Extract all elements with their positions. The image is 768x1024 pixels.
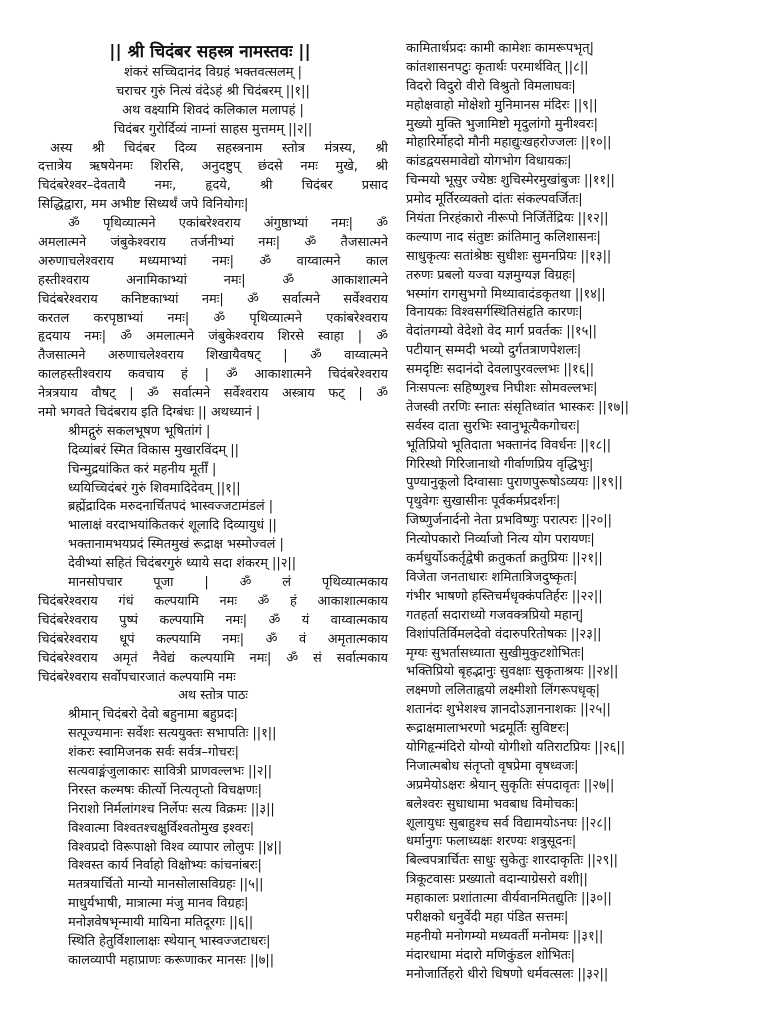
nyasa-line: अस्य श्री चिदंबर दिव्य सहस्त्रनाम स्तोत्र मंत्रस्य, श्री bbox=[50, 140, 388, 156]
puja-line: मानसोपचार पूजा | ॐ लं पृथिव्यात्मकाय bbox=[68, 575, 388, 591]
left-column bbox=[0, 40, 396, 1024]
verse-line: शूलायुधः सुबाहुश्च सर्व विद्यामयोऽनघः ||२८|| bbox=[406, 815, 612, 831]
nyasa-line: करतल करपृष्ठाभ्यां नमः| ॐ पृथिव्यात्मने एकांबरेश्वराय bbox=[38, 310, 388, 326]
verse-line: कामितार्थप्रदः कामी कामेशः कामरूपभृत्| bbox=[406, 41, 594, 56]
verse-line: महाकालः प्रशांतात्मा वीर्यवानमितद्युतिः ||३०|| bbox=[406, 891, 612, 907]
verse-line: भूतिप्रियो भूतिदाता भक्तानंद विवर्धनः ||१८|| bbox=[406, 437, 612, 453]
stotra-line: स्थिति हेतुर्विशालाक्षः स्थेयान् भास्वज्जटाधरः| bbox=[68, 933, 271, 949]
verse-line: मुख्यो मुक्ति भुजामिष्टो मृदुलांगो मुनीश्वरः| bbox=[406, 116, 598, 132]
verse-line: मंदारधामा मंदारो मणिकुंडल शोभितः| bbox=[406, 947, 575, 963]
dhyana-line: ध्ययिच्चिदंबरं गुरुं शिवमादिदेवम् ||१|| bbox=[68, 480, 241, 496]
stotra-line: सत्पूज्यमानः सर्वेशः सत्ययुक्तः सभापतिः ||१|| bbox=[68, 726, 277, 742]
verse-line: वेदांतगम्यो वेदेशो वेद मार्ग प्रवर्तकः ||१५|| bbox=[406, 324, 598, 340]
stotra-heading: अथ स्तोत्र पाठः bbox=[178, 688, 248, 704]
verse-line: तरुणः प्रबलो यज्वा यज्ञमुग्यज्ञ विग्रहः| bbox=[406, 267, 576, 283]
dhyana-line: चिन्मुद्रयांकित करं महनीय मूर्तीं | bbox=[68, 461, 217, 477]
dhyana-line: भालाक्षं वरदाभयांकितकरं शूलादि दिव्यायुधं || bbox=[68, 518, 277, 534]
stotra-line: माधुर्यभाषी, मात्रात्मा मंजु मानव विग्रहः| bbox=[68, 896, 249, 912]
stotra-line: विश्वप्रदो विरूपाक्षो विश्व व्यापार लोलुपः ||४|| bbox=[68, 839, 283, 855]
stotra-line: श्रीमान् चिदंबरो देवो बहुनामा बहुप्रदः| bbox=[68, 707, 238, 723]
intro-verse-line: चिदंबर गुरोर्दिव्यं नाम्नां साहस मुत्तमम् ||२|| bbox=[113, 121, 313, 137]
verse-line: परीक्षको धनुर्वेदी महा पंडित सत्तमः| bbox=[406, 909, 569, 925]
verse-line: रूद्राक्षमालाभरणो भद्रमूर्तिः सुविष्टरः| bbox=[406, 721, 570, 737]
verse-line: सर्वस्व दाता सुरभिः स्वानुभूत्यैकगोचरः| bbox=[406, 418, 581, 434]
verse-line: लक्ष्मणो ललिताह्वयो लक्ष्मीशो लिंगरूपधृक्| bbox=[406, 683, 600, 699]
verse-line: बलेश्वरः सुधाधामा भवबाध विमोचकः| bbox=[406, 796, 579, 812]
nyasa-line: दत्तात्रेय ऋषयेनमः शिरसि, अनुदष्टुप् छंदसे नमः मुखे, श्री bbox=[38, 159, 388, 175]
verse-line: गिरिस्थो गिरिजानाथो गीर्वाणप्रिय वृद्धिभुः| bbox=[406, 456, 594, 472]
verse-line: पुण्यानुकूलो दिग्वासाः पुराणपुरूषोऽव्ययः ||१९|| bbox=[406, 475, 623, 491]
puja-line: चिदंबरेश्वराय अमृतं नैवेद्यं कल्पयामि नमः| ॐ सं सर्वात्मकाय bbox=[38, 650, 388, 666]
verse-line: पटीयान् सम्मदी भव्यो दुर्गतत्राणपेशलः| bbox=[406, 343, 582, 359]
verse-line: विनायकः विश्वसर्गस्थितिसंहृति कारणः| bbox=[406, 305, 583, 321]
puja-line: चिदंबरेश्वराय सर्वोपचारजातं कल्पयामि नमः bbox=[38, 669, 236, 685]
dhyana-line: दिव्यांबरं स्मित विकास मुखारविंदम् || bbox=[68, 442, 239, 458]
stotra-line: विश्वात्मा विश्वतश्चक्षुर्विश्वतोमुख इश्वरः| bbox=[68, 820, 255, 836]
verse-line: विदरो विदुरो वीरो विश्रुतो विमलाघवः| bbox=[406, 78, 576, 94]
verse-line: बिल्वपत्रार्चितः साधुः सुकेतुः शारदाकृतिः ||२९|| bbox=[406, 853, 618, 869]
nyasa-line: ॐ पृथिव्यात्मने एकांबरेश्वराय अंगुष्ठाभ्यां नमः| ॐ bbox=[68, 216, 388, 232]
intro-verse-line: चराचर गुरुं नित्यं वंदेऽहं श्री चिदंबरम् ||१|| bbox=[116, 83, 310, 99]
verse-line: महनीयो मनोगम्यो मध्यवर्ती मनोमयः ||३१|| bbox=[406, 928, 604, 944]
puja-line: चिदंबरेश्वराय गंधं कल्पयामि नमः ॐ हं आकाशात्मकाय bbox=[38, 593, 388, 609]
intro-verse-line: अथ वक्ष्यामि शिवदं कलिकाल मलापहं | bbox=[122, 102, 304, 118]
verse-line: मृग्यः सुभर्तासध्याता सुखीमुकुटशोभितः| bbox=[406, 645, 585, 661]
dhyana-line: श्रीमद्गुरुं सकलभूषण भूषितांगं | bbox=[68, 423, 211, 439]
nyasa-line: हृदयाय नमः| ॐ अमलात्मने जंबुकेश्वराय शिरसे स्वाहा | ॐ bbox=[38, 329, 388, 345]
stotra-line: सत्यवाङ्मंजुलाकारः सावित्री प्राणवल्लभः ||२|| bbox=[68, 763, 273, 779]
verse-line: तेजस्वी तरणिः स्नातः संसृतिध्वांत भास्करः ||१७|| bbox=[406, 399, 629, 415]
verse-line: नित्योपकारो निर्व्याजो नित्य योग परायणः| bbox=[406, 532, 595, 548]
nyasa-line: नेत्रत्रयाय वौषट् | ॐ सर्वात्मने सर्वेश्वराय अस्त्राय फट् | ॐ bbox=[38, 386, 388, 402]
verse-line: धर्मानुगः फलाध्यक्षः शरण्यः शत्रुसूदनः| bbox=[406, 834, 577, 850]
stotra-line: कालव्यापी महाप्राणः करूणाकर मानसः ||७|| bbox=[68, 952, 275, 968]
verse-line: गंभीर भाषणो हस्तिचर्मधृक्कंपतिर्हरः ||२२|| bbox=[406, 588, 603, 604]
stotra-line: निराशो निर्मलांगश्च निर्लेपः सत्य विक्रमः ||३|| bbox=[68, 801, 275, 817]
nyasa-line: नमो भगवते चिदंबराय इति दिग्बंधः || अथध्यानं | bbox=[38, 405, 261, 421]
dhyana-line: ब्रह्मेंद्रादिक मरुदनार्चितपदं भास्वज्जटामंडलं | bbox=[68, 499, 274, 515]
verse-line: पृथुवेगः सुखासीनः पूर्वकर्मप्रदर्शनः| bbox=[406, 494, 561, 510]
puja-line: चिदंबरेश्वराय धूपं कल्पयामि नमः| ॐ वं अमृतात्मकाय bbox=[38, 631, 388, 647]
verse-line: भस्मांग रागसुभगो मिथ्यावादंडकृतथा ||१४|| bbox=[406, 286, 606, 302]
nyasa-line: अरुणाचलेश्वराय मध्यमाभ्यां नमः| ॐ वाय्वात्मने काल bbox=[38, 253, 388, 269]
stotra-line: शंकरः स्वामिजनक सर्वः सर्वत्र–गोचरः| bbox=[68, 745, 239, 761]
verse-line: प्रमोद मूर्तिरव्यक्तो दांतः संकल्पवर्जितः| bbox=[406, 192, 583, 208]
dhyana-line: देवीभ्यां सहितं चिदंबरगुरुं ध्याये सदा शंकरम् ||२|| bbox=[68, 556, 297, 572]
dhyana-line: भक्तानामभयप्रदं स्मितमुखं रूद्राक्ष भस्मोज्वलं | bbox=[68, 537, 284, 553]
verse-line: निःसपत्नः सहिष्णुश्च निघीशः सोमवल्लभः| bbox=[406, 381, 598, 397]
verse-line: विशांपतिर्विमलदेवो वंदारुपरितोषकः ||२३|| bbox=[406, 626, 602, 642]
verse-line: समदृष्टिः सदानंदो देवलापुरवल्लभः ||१६|| bbox=[406, 362, 595, 378]
verse-line: शतानंदः शुभेशश्च ज्ञानदोऽज्ञाननाशकः ||२५|| bbox=[406, 702, 611, 718]
verse-line: मोहारिर्मोहदो मौनी महाद्युःखहरोज्जलः ||१०|| bbox=[406, 135, 612, 151]
verse-line: कांतशासनपटुः कृतार्थः परमार्थवित् ||८|| bbox=[406, 59, 589, 75]
verse-line: योगिहृन्मंदिरो योग्यो योगीशो यतिराटप्रियः ||२६|| bbox=[406, 739, 626, 755]
nyasa-line: चिदंबरेश्वराय कनिष्टकाभ्यां नमः| ॐ सर्वात्मने सर्वेश्वराय bbox=[38, 291, 388, 307]
verse-line: भक्तिप्रियो बृहद्भानुः सुवक्षाः सुकृताश्रयः ||२४|| bbox=[406, 664, 619, 680]
verse-line: जिष्णुर्जनार्दनो नेता प्रभविष्णुः परात्परः ||२०|| bbox=[406, 513, 612, 529]
nyasa-line: चिदंबरेश्वर–देवतायै नमः, हृदये, श्री चिदंबर प्रसाद bbox=[38, 178, 388, 194]
right-column bbox=[396, 40, 768, 1024]
stotra-line: मनोज्ञवेषभृन्मायी मायिना मतिदूरगः ||६|| bbox=[68, 915, 254, 931]
verse-line: नियंता निरहंकारो नीरूपो निर्जितेंद्रियः ||१२|| bbox=[406, 211, 609, 227]
nyasa-line: कालहस्तीश्वराय कवचाय हं | ॐ आकाशात्मने चिदंबरेश्वराय bbox=[38, 367, 388, 383]
stotra-line: विश्वस्त कार्य निर्वाहो विक्षोभ्यः कांचनांबरः| bbox=[68, 858, 262, 874]
nyasa-line: अमलात्मने जंबुकेश्वराय तर्जनीभ्यां नमः| ॐ तैजसात्मने bbox=[38, 235, 388, 251]
verse-line: साधुकृत्यः सतांश्रेष्ठः सुधीशः सुमनप्रियः ||१३|| bbox=[406, 248, 612, 264]
verse-line: अप्रमेयोऽक्षरः श्रेयान् सुकृतिः संपदावृतः ||२७|| bbox=[406, 777, 615, 793]
verse-line: गतहर्ता सदाराध्यो गजवक्त्रप्रियो महान्| bbox=[406, 607, 584, 623]
stotra-line: निरस्त कल्मषः कीर्त्यो नित्यतृप्तो विचक्षणः| bbox=[68, 782, 262, 798]
verse-line: महोक्षवाहो मोक्षेशो मुनिमानस मंदिरः ||९|| bbox=[406, 97, 598, 113]
intro-verse-line: शंकरं सच्चिदानंद विग्रहं भक्तवत्सलम् | bbox=[124, 65, 302, 80]
verse-line: कांडद्वयसमावेद्यो योगभोग विधायकः| bbox=[406, 154, 572, 170]
verse-line: चिन्मयो भूसुर ज्येष्ठः शुचिस्मेरमुखांबुजः ||११|| bbox=[406, 173, 615, 189]
verse-line: निजात्मबोध संतृप्तो वृषप्रेमा वृषध्वजः| bbox=[406, 758, 579, 774]
stotra-line: मतत्रयार्चितो मान्यो मानसोलासविग्रहः ||५|| bbox=[68, 877, 264, 893]
verse-line: मनोजार्तिहरो धीरो धिषणो धर्मवत्सलः ||३२|| bbox=[406, 966, 609, 982]
nyasa-line: सिद्धिद्वारा, मम अभीष्ट सिध्यर्थं जपे विनियोगः| bbox=[38, 197, 249, 213]
page-title: || श्री चिदंबर सहस्त्र नामस्तवः || bbox=[109, 42, 311, 62]
verse-line: विजेता जनताधारः शमितात्रिजदुष्कृतः| bbox=[406, 569, 578, 585]
nyasa-line: हस्तीश्वराय अनामिकाभ्यां नमः| ॐ आकाशात्मने bbox=[38, 272, 388, 288]
verse-line: त्रिकूटवासः प्रख्यातो वदान्याग्रेसरो वशी|| bbox=[406, 872, 588, 888]
nyasa-line: तैजसात्मने अरुणाचलेश्वराय शिखायैवषट् | ॐ वाय्वात्मने bbox=[38, 348, 388, 364]
puja-line: चिदंबरेश्वराय पुष्पं कल्पयामि नमः| ॐ यं वाय्वात्मकाय bbox=[38, 612, 388, 628]
verse-line: कर्मधुर्योऽकर्तृद्वेषी क्रतुकर्ता क्रतुप्रियः ||२१|| bbox=[406, 551, 603, 567]
verse-line: कल्याण नाद संतुष्टः क्रांतिमानु कलिशासनः| bbox=[406, 229, 601, 245]
